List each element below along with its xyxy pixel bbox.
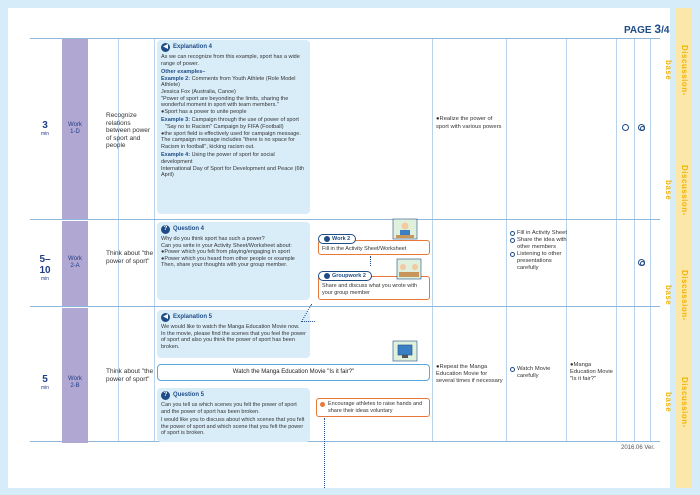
flow-line <box>324 418 325 488</box>
check-icon <box>510 252 515 257</box>
row-time: 3 min <box>40 120 50 137</box>
speaker-icon: ◀ <box>161 43 170 52</box>
side-tab-label: Discussion-base <box>664 164 689 216</box>
question-5-card: ? Question 5 Can you tell us which scenes you felt the power of sport and the power of sport has been broken. I would like you to discuss about which scenes that you felt the power of sport and which scene that you felt the power of sport is broken. <box>157 388 310 442</box>
watch-movie-button[interactable]: Watch the Manga Education Movie "Is it fair?" <box>157 364 430 381</box>
side-tab-label: Discussion-base <box>664 44 689 96</box>
checklist: Watch Movie carefully <box>510 366 568 380</box>
row-work-label: Work 1-D <box>68 122 82 135</box>
row-objective: Recognize relations between power of sport and people <box>106 112 151 149</box>
side-tab-label: Discussion-base <box>664 376 689 428</box>
student-writing-illustration <box>392 218 418 240</box>
bullet-icon: ● <box>436 364 440 370</box>
person-icon <box>324 236 330 242</box>
work-2-label: Work 2 <box>318 234 356 244</box>
row-material: ●Manga Education Movie "Is it fair?" <box>570 362 613 382</box>
double-circle-icon <box>638 124 645 131</box>
encourage-box: Encourage athletes to raise hands and share their ideas voluntary <box>316 398 430 417</box>
row-work-label: Work 2-A <box>68 256 82 269</box>
question-icon: ? <box>161 225 170 234</box>
row-time: 5–10 min <box>39 254 51 282</box>
dot-icon <box>320 402 325 407</box>
row-objective: Think about "the power of sport" <box>106 250 154 265</box>
groupwork-2-box: Share and discuss what you wrote with your group member <box>318 276 430 300</box>
tv-movie-illustration <box>392 340 418 362</box>
row-note: ●Repeat the Manga Education Movie for several times if necessary <box>436 364 503 384</box>
groupwork-2-label: Groupwork 2 <box>318 271 372 281</box>
check-icon <box>510 238 515 243</box>
version-label: 2016.06 Ver. <box>621 445 655 451</box>
flow-arrow <box>370 256 371 266</box>
bullet-icon: ● <box>570 362 574 368</box>
explanation-4-card: ◀ Explanation 4 As we can recognize from this example, sport has a wide range of power. Other examples– Example 2: Comments from Youth Athlete (Role Model Athlete) Jessica Fox (Australia, Canoe) "Power of sport are beyonding the limits, sharing the wonderful moment in sport with team members." ●Sport has a power to unite people Example 3: Campaign through the use of power of sport "Say no to Racism" Campaign by FIFA (Football) ●the sport field is effectively used for campaign message. The campaign message includes "there is no space for Racism in football", kicking racism out. Example 4: Using the power of sport for social development International Day of Sport for Development and Peace (6th April) <box>157 40 310 214</box>
group-icon <box>324 273 330 279</box>
row-work-label: Work 2-B <box>68 376 82 389</box>
check-icon <box>510 367 515 372</box>
page-number: PAGE 3/4 <box>624 22 670 36</box>
speaker-icon: ◀ <box>161 313 170 322</box>
circle-icon <box>622 124 629 131</box>
row-objective: Think about "the power of sport" <box>106 368 154 383</box>
explanation-5-card: ◀ Explanation 5 We would like to watch the Manga Education Movie now. In the movie, please find the scenes that you feel the power of sport and also you think the power of sport has been broken. <box>157 310 310 358</box>
question-4-card: ? Question 4 Why do you think sport has such a power? Can you write in your Activity Sheet/Worksheet about: ●Power which you felt from playing/engaging in sport ●Power which you heard from other people or example Then, share your thoughts with your group member. <box>157 222 310 300</box>
checklist: Fill in Activity Sheet Share the idea with other members Listening to other presentations carefully <box>510 230 568 272</box>
double-circle-icon <box>638 259 645 266</box>
side-tab-label: Discussion-base <box>664 269 689 321</box>
row-time: 5 min <box>40 374 50 391</box>
bullet-icon: ● <box>436 116 440 122</box>
check-icon <box>510 231 515 236</box>
work-2-box: Fill in the Activity Sheet/Worksheet <box>318 240 430 255</box>
row-note: ●Realize the power of sport with various powers <box>436 116 502 130</box>
question-icon: ? <box>161 391 170 400</box>
group-discussion-illustration <box>396 258 422 280</box>
